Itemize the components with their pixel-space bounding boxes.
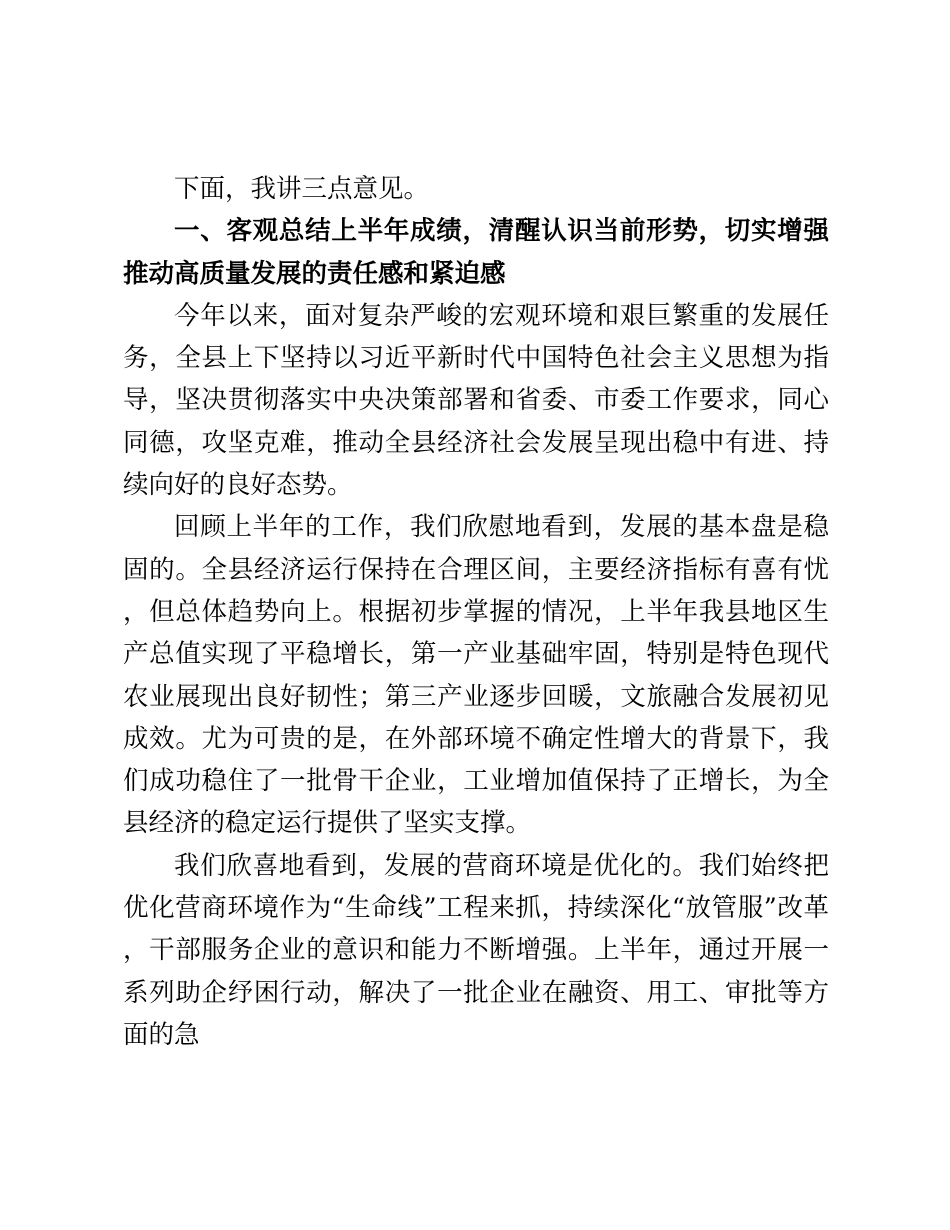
paragraph-business-environment: 我们欣喜地看到，发展的营商环境是优化的。我们始终把优化营商环境作为“生命线”工程来抓，持续深化“放管服”改革，干部服务企业的意识和能力不断增强。上半年，通过开展一系列助企纾困行动，解决了一批企业在融资、用工、审批等方面的急 (123, 850, 829, 1050)
document-body (123, 168, 829, 1056)
paragraph-intro: 下面，我讲三点意见。 (174, 174, 430, 204)
paragraph-overview: 今年以来，面对复杂严峻的宏观环境和艰巨繁重的发展任务，全县上下坚持以习近平新时代中国特色社会主义思想为指导，坚决贯彻落实中央决策部署和省委、市委工作要求，同心同德，攻坚克难，推动全县经济社会发展呈现出稳中有进、持续向好的良好态势。 (123, 300, 829, 501)
section-heading-1: 一、客观总结上半年成绩，清醒认识当前形势，切实增强推动高质量发展的责任感和紧迫感 (123, 216, 829, 289)
paragraph-economic-review: 回顾上半年的工作，我们欣慰地看到，发展的基本盘是稳固的。全县经济运行保持在合理区间，主要经济指标有喜有忧，但总体趋势向上。根据初步掌握的情况，上半年我县地区生产总值实现了平稳增长，第一产业基础牢固，特别是特色现代农业展现出良好韧性；第三产业逐步回暖，文旅融合发展初见成效。尤为可贵的是，在外部环境不确定性增大的背景下，我们成功稳住了一批骨干企业，工业增加值保持了正增长，为全县经济的稳定运行提供了坚实支撑。 (123, 512, 829, 839)
